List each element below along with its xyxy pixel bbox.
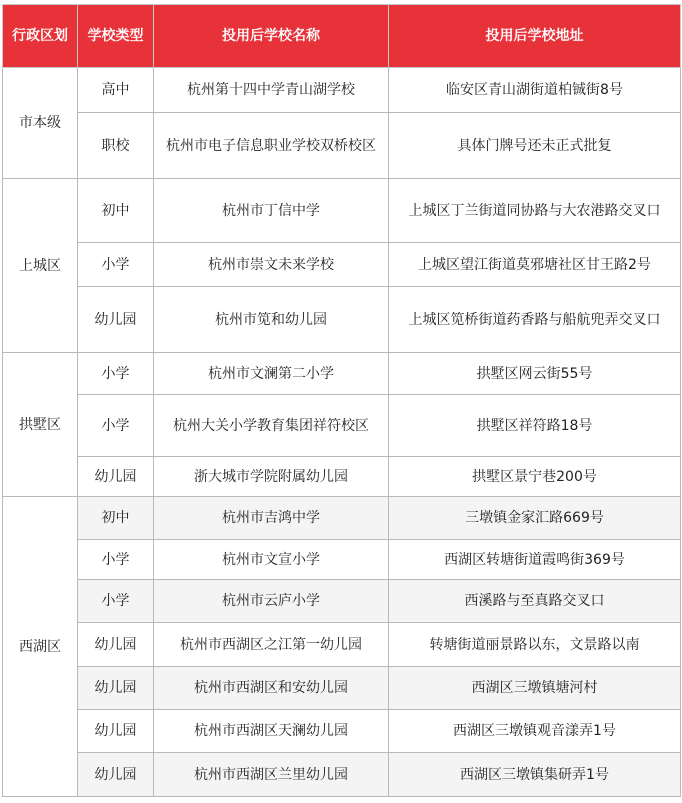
type-cell: 小学 [78, 540, 154, 580]
address-cell: 西溪路与至真路交叉口 [389, 580, 681, 623]
type-cell: 高中 [78, 68, 154, 113]
table-row [3, 710, 681, 753]
type-cell: 幼儿园 [78, 753, 154, 797]
type-cell: 幼儿园 [78, 710, 154, 753]
address-cell: 西湖区三墩镇集研弄1号 [389, 753, 681, 797]
address-cell: 临安区青山湖街道柏铖街8号 [389, 68, 681, 113]
header-school-address: 投用后学校地址 [389, 5, 681, 68]
name-cell: 杭州市文澜第二小学 [154, 353, 389, 395]
address-cell: 西湖区三墩镇观音漾弄1号 [389, 710, 681, 753]
header-school-type: 学校类型 [78, 5, 154, 68]
type-cell: 职校 [78, 113, 154, 179]
address-cell: 具体门牌号还未正式批复 [389, 113, 681, 179]
district-cell: 市本级 [3, 68, 78, 179]
type-cell: 幼儿园 [78, 623, 154, 667]
type-cell: 小学 [78, 580, 154, 623]
header-row [3, 5, 681, 68]
table-row [3, 353, 681, 395]
type-cell: 小学 [78, 243, 154, 287]
district-cell: 上城区 [3, 179, 78, 353]
header-school-name: 投用后学校名称 [154, 5, 389, 68]
type-cell: 幼儿园 [78, 457, 154, 497]
table-row [3, 68, 681, 113]
table-row [3, 457, 681, 497]
name-cell: 杭州市西湖区和安幼儿园 [154, 667, 389, 710]
table-row [3, 113, 681, 179]
name-cell: 杭州市西湖区兰里幼儿园 [154, 753, 389, 797]
name-cell: 杭州市云庐小学 [154, 580, 389, 623]
type-cell: 初中 [78, 497, 154, 540]
address-cell: 转塘街道丽景路以东，文景路以南 [389, 623, 681, 667]
name-cell: 杭州市西湖区之江第一幼儿园 [154, 623, 389, 667]
table-row [3, 753, 681, 797]
type-cell: 初中 [78, 179, 154, 243]
school-table [2, 4, 681, 797]
table-row [3, 580, 681, 623]
table-row [3, 243, 681, 287]
address-cell: 三墩镇金家汇路669号 [389, 497, 681, 540]
table-row [3, 623, 681, 667]
header-district: 行政区划 [3, 5, 78, 68]
address-cell: 拱墅区祥符路18号 [389, 395, 681, 457]
name-cell: 杭州市吉鸿中学 [154, 497, 389, 540]
name-cell: 杭州第十四中学青山湖学校 [154, 68, 389, 113]
name-cell: 杭州市崇文未来学校 [154, 243, 389, 287]
type-cell: 幼儿园 [78, 287, 154, 353]
district-cell: 西湖区 [3, 497, 78, 797]
address-cell: 拱墅区网云街55号 [389, 353, 681, 395]
address-cell: 上城区丁兰街道同协路与大农港路交叉口 [389, 179, 681, 243]
name-cell: 杭州大关小学教育集团祥符校区 [154, 395, 389, 457]
name-cell: 杭州市西湖区天澜幼儿园 [154, 710, 389, 753]
name-cell: 浙大城市学院附属幼儿园 [154, 457, 389, 497]
type-cell: 小学 [78, 395, 154, 457]
table-row [3, 497, 681, 540]
type-cell: 幼儿园 [78, 667, 154, 710]
address-cell: 西湖区三墩镇塘河村 [389, 667, 681, 710]
type-cell: 小学 [78, 353, 154, 395]
name-cell: 杭州市电子信息职业学校双桥校区 [154, 113, 389, 179]
table-row [3, 540, 681, 580]
address-cell: 西湖区转塘街道霞鸣街369号 [389, 540, 681, 580]
name-cell: 杭州市丁信中学 [154, 179, 389, 243]
district-cell: 拱墅区 [3, 353, 78, 497]
table-row [3, 179, 681, 243]
address-cell: 上城区望江街道莫邪塘社区甘王路2号 [389, 243, 681, 287]
table-row [3, 395, 681, 457]
table-row [3, 287, 681, 353]
name-cell: 杭州市笕和幼儿园 [154, 287, 389, 353]
name-cell: 杭州市文宣小学 [154, 540, 389, 580]
address-cell: 上城区笕桥街道药香路与船航兜弄交叉口 [389, 287, 681, 353]
address-cell: 拱墅区景宁巷200号 [389, 457, 681, 497]
table-row [3, 667, 681, 710]
